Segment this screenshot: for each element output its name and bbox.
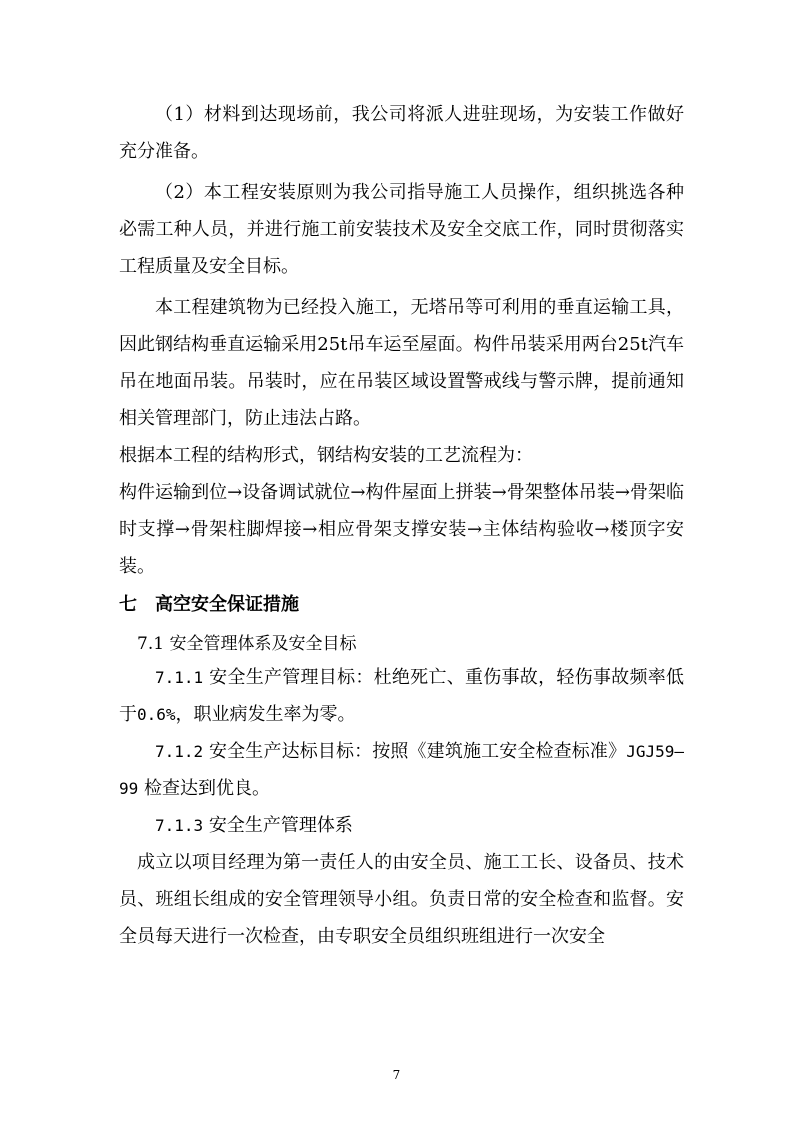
section-heading: 七 高空安全保证措施 (119, 594, 299, 615)
paragraph-material-arrival: （1）材料到达现场前，我公司将派人进驻现场，为安装工作做好充分准备。 (119, 104, 684, 162)
paragraph-process-flow: 构件运输到位→设备调试就位→构件屋面上拼装→骨架整体吊装→骨架临时支撑→骨架柱脚焊接→相应骨架支撑安装→主体结构验收→楼顶字安装。 (119, 482, 684, 577)
paragraph-installation-principle: （2）本工程安装原则为我公司指导施工人员操作，组织挑选各种必需工种人员，并进行施工前安装技术及安全交底工作，同时贯彻落实工程质量及安全目标。 (119, 182, 684, 277)
page-number: 7 (392, 1068, 401, 1082)
item-7-1-1-text: 安全生产管理目标：杜绝死亡、重伤事故，轻伤事故频率低于 (119, 667, 684, 725)
item-7-1-2-code: JGJ59—99 (119, 742, 684, 798)
paragraph-vertical-transport: 本工程建筑物为已经投入施工，无塔吊等可利用的垂直运输工具，因此钢结构垂直运输采用25t吊车运至屋面。构件吊装采用两台25t汽车吊在地面吊装。吊装时，应在吊装区域设置警戒线与警示牌，提前通知相关管理部门，防止违法占路。 (119, 297, 684, 429)
item-7-1-1 (119, 659, 684, 733)
paragraph-process-intro: 根据本工程的结构形式，钢结构安装的工艺流程为： (119, 445, 533, 466)
item-7-1-1-number: 7.1.1 (155, 668, 204, 687)
item-7-1-3-text: 安全生产管理体系 (208, 815, 353, 836)
subsection-heading-7-1: 7.1 安全管理体系及安全目标 (137, 634, 357, 654)
item-7-1-2-text: 安全生产达标目标：按照《建筑施工安全检查标准》 (209, 741, 627, 762)
item-7-1-1-tail: ，职业病发生率为零。 (175, 704, 356, 725)
paragraph-safety-team: 成立以项目经理为第一责任人的由安全员、施工工长、设备员、技术员、班组长组成的安全管理领导小组。负责日常的安全检查和监督。安全员每天进行一次检查，由专职安全员组织班组进行一次安全 (119, 852, 684, 947)
item-7-1-1-rate: 0.6% (137, 705, 176, 724)
item-7-1-2-tail: 检查达到优良。 (144, 778, 270, 799)
item-7-1-3 (119, 807, 684, 844)
page-content (119, 96, 684, 955)
item-7-1-3-number: 7.1.3 (155, 816, 204, 835)
item-7-1-2-number: 7.1.2 (155, 742, 204, 761)
item-7-1-2 (119, 733, 684, 807)
